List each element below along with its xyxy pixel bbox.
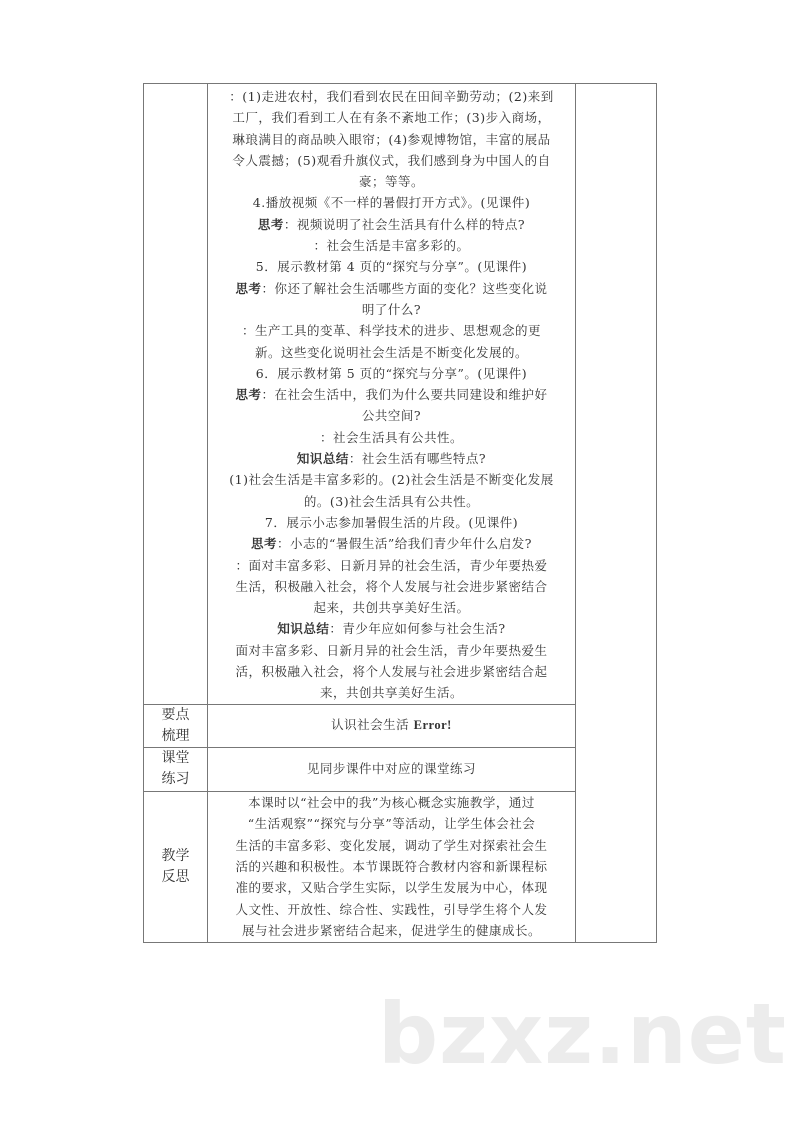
content-line [208, 342, 575, 363]
line-text: 豪；等等。 [358, 174, 424, 190]
reflection-line: 活的兴趣和积极性。本节课既符合教材内容和新课程标 [235, 858, 548, 874]
line-text: ：在社会生活中，我们为什么要共同建设和维护好 [261, 387, 548, 403]
content-line [208, 192, 575, 213]
label-line: 要点 [161, 706, 190, 723]
line-text: 公共空间? [361, 408, 422, 424]
content-line [208, 491, 575, 512]
content-line [208, 427, 575, 448]
bold-label: 思考 [235, 387, 262, 403]
practice-label [144, 747, 208, 791]
line-text: ：(1)走进农村，我们看到农民在田间辛勤劳动；(2)来到 [229, 89, 554, 104]
summary-text: 认识社会生活 [331, 717, 414, 733]
label-line: 课堂 [161, 750, 190, 767]
process-row [144, 84, 657, 705]
bold-label: 知识总结 [277, 621, 330, 637]
line-text: 5．展示教材第 4 页的“探究与分享”。(见课件) [255, 259, 528, 275]
content-line [208, 363, 575, 384]
line-text: 生活，积极融入社会，将个人发展与社会进步紧密结合 [235, 578, 548, 594]
content-line [208, 469, 575, 490]
line-text: 6．展示教材第 5 页的“探究与分享”。(见课件) [255, 365, 528, 381]
notes-cell [576, 84, 657, 943]
line-text: 工厂，我们看到工人在有条不紊地工作；(3)步入商场， [232, 110, 551, 126]
line-text: (1)社会生活是丰富多彩的。(2)社会生活是不断变化发展 [229, 472, 554, 488]
content-line [208, 512, 575, 533]
error-text: Error! [413, 718, 452, 733]
line-text: 的。(3)社会生活具有公共性。 [303, 493, 480, 509]
reflection-line: 展与社会进步紧密结合起来，促进学生的健康成长。 [241, 922, 541, 938]
content-line [208, 171, 575, 192]
bold-label: 思考 [235, 280, 262, 296]
line-text: ：生产工具的变革、科学技术的进步、思想观念的更 [241, 323, 541, 339]
line-text: 令人震撼；(5)观看升旗仪式，我们感到身为中国人的自 [232, 152, 551, 168]
content-line [208, 405, 575, 426]
line-text: ：社会生活有哪些特点? [348, 451, 487, 467]
content-line [208, 150, 575, 171]
content-line [208, 682, 575, 703]
content-line [208, 661, 575, 682]
lesson-plan-table [143, 83, 657, 943]
content-line [208, 555, 575, 576]
summary-content [208, 704, 576, 747]
line-text: 明了什么? [361, 301, 422, 317]
summary-label [144, 704, 208, 747]
line-text: 活，积极融入社会，将个人发展与社会进步紧密结合起 [235, 664, 548, 680]
process-content-cell [208, 84, 576, 705]
line-text: 新。这些变化说明社会生活是不断变化发展的。 [254, 344, 528, 360]
reflection-line: 人文性、开放性、综合性、实践性，引导学生将个人发 [235, 901, 548, 917]
label-line: 教学 [161, 847, 190, 864]
line-text: ：青少年应如何参与社会生活? [329, 621, 506, 637]
line-text: ：视频说明了社会生活具有什么样的特点? [283, 216, 526, 232]
reflection-line: 准的要求，又贴合学生实际，以学生发展为中心，体现 [235, 880, 548, 896]
line-text: 起来，共创共享美好生活。 [313, 600, 470, 616]
reflection-line: 本课时以“社会中的我”为核心概念实施教学，通过 [248, 795, 535, 811]
bold-label: 知识总结 [296, 451, 349, 467]
content-line [208, 214, 575, 235]
reflection-content [208, 791, 576, 942]
line-text: ：面对丰富多彩、日新月异的社会生活，青少年要热爱 [235, 557, 548, 573]
line-text: 琳琅满目的商品映入眼帘；(4)参观博物馆，丰富的展品 [232, 131, 551, 147]
content-line [208, 597, 575, 618]
reflection-line: 生活的丰富多彩、变化发展，调动了学生对探索社会生 [235, 837, 548, 853]
line-text: 面对丰富多彩、日新月异的社会生活，青少年要热爱生 [235, 642, 548, 658]
line-text: ：小志的“暑假生活”给我们青少年什么启发? [277, 536, 532, 552]
content-line [208, 533, 575, 554]
bold-label: 思考 [257, 216, 284, 232]
process-label-cell [144, 84, 208, 705]
line-text: 来，共创共享美好生活。 [319, 685, 463, 701]
bold-label: 思考 [251, 536, 278, 552]
content-line [208, 129, 575, 150]
content-line [208, 299, 575, 320]
content-line [208, 640, 575, 661]
line-text: 7．展示小志参加暑假生活的片段。(见课件) [264, 514, 519, 530]
reflection-line: “生活观察”“探究与分享”等活动，让学生体会社会 [247, 816, 536, 832]
line-text: ：你还了解社会生活哪些方面的变化？这些变化说 [261, 280, 548, 296]
content-line [208, 235, 575, 256]
content-line [208, 576, 575, 597]
content-line [208, 618, 575, 639]
practice-content: 见同步课件中对应的课堂练习 [208, 747, 576, 791]
line-text: ：社会生活是丰富多彩的。 [313, 238, 470, 254]
content-line [208, 278, 575, 299]
label-line: 梳理 [161, 727, 190, 744]
label-line: 反思 [161, 868, 190, 885]
line-text: 4.播放视频《不一样的暑假打开方式》。(见课件) [252, 195, 531, 211]
watermark: bzxz.net [378, 985, 787, 1083]
content-line [208, 448, 575, 469]
content-line [208, 320, 575, 341]
content-line [208, 256, 575, 277]
label-line: 练习 [161, 771, 190, 788]
content-line [208, 107, 575, 128]
content-line [208, 384, 575, 405]
reflection-label [144, 791, 208, 942]
content-line [208, 86, 575, 107]
line-text: ：社会生活具有公共性。 [319, 429, 463, 445]
